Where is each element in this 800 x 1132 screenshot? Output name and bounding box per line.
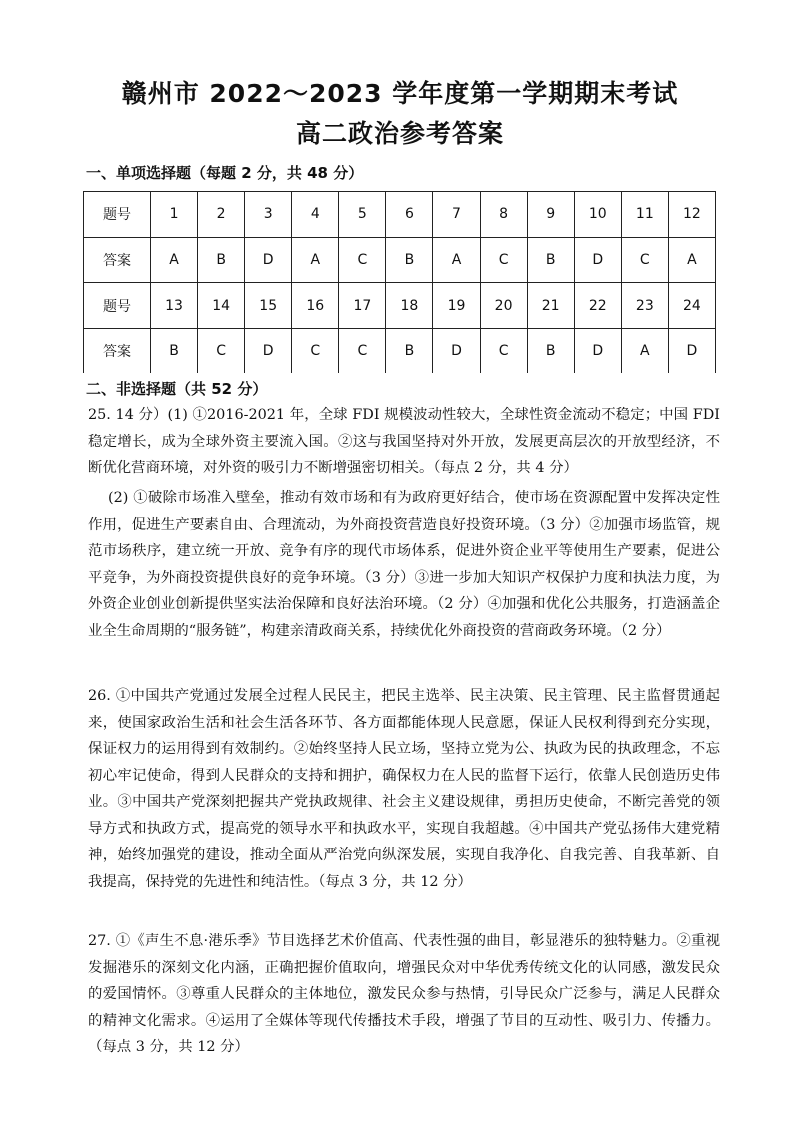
question-number: 23 bbox=[621, 283, 668, 329]
section-heading-free-response: 二、非选择题（共 52 分） bbox=[86, 380, 268, 398]
answer-cell: B bbox=[386, 328, 433, 373]
answer-q25-part2-text: (2) ①破除市场准入壁垒，推动有效市场和有为政府更好结合，使市场在资源配置中发挥决定性作用，促进生产要素自由、合理流动，为外商投资营造良好投资环境。（3 分）②加强市场监管，规范市场秩序，建立统一开放、竞争有序的现代市场体系，促进外资企业平等使用生产要素，促进公平竞争，为外商投资提供良好的竞争环境。（3 分）③进一步加大知识产权保护力度和执法力度，为外资企业创业创新提供坚实法治保障和良好法治环境。（2 分）④加强和优化公共服务，打造涵盖企业全生命周期的“服务链”，构建亲清政商关系，持续优化外商投资的营商政务环境。（2 分） bbox=[88, 490, 720, 639]
answer-cell: B bbox=[386, 237, 433, 283]
question-number: 19 bbox=[433, 283, 480, 329]
answer-cell: C bbox=[339, 328, 386, 373]
answer-cell: A bbox=[433, 237, 480, 283]
answer-cell: D bbox=[668, 328, 715, 373]
answer-cell: D bbox=[574, 237, 621, 283]
table-row bbox=[84, 192, 716, 238]
question-number: 2 bbox=[198, 192, 245, 238]
answer-cell: B bbox=[198, 237, 245, 283]
answer-cell: B bbox=[151, 328, 198, 373]
question-number: 17 bbox=[339, 283, 386, 329]
answer-key-title: 高二政治参考答案 bbox=[295, 119, 504, 148]
answer-cell: C bbox=[480, 237, 527, 283]
question-number: 12 bbox=[668, 192, 715, 238]
answer-cell: B bbox=[527, 328, 574, 373]
table-row bbox=[84, 328, 716, 373]
question-number: 6 bbox=[386, 192, 433, 238]
answer-cell: A bbox=[292, 237, 339, 283]
question-number: 7 bbox=[433, 192, 480, 238]
answer-cell: A bbox=[668, 237, 715, 283]
question-number: 15 bbox=[245, 283, 292, 329]
answer-q27: 27. ①《声生不息·港乐季》节目选择艺术价值高、代表性强的曲目，彰显港乐的独特魅力。②重视发掘港乐的深刻文化内涵，正确把握价值取向，增强民众对中华优秀传统文化的认同感，激发民众的爱国情怀。③尊重人民群众的主体地位，激发民众参与热情，引导民众广泛参与，满足人民群众的精神文化需求。④运用了全媒体等现代传播技术手段，增强了节目的互动性、吸引力、传播力。（每点 3 分，共 12 分） bbox=[88, 933, 720, 1055]
question-number: 11 bbox=[621, 192, 668, 238]
answer-q25-part2 bbox=[88, 485, 720, 644]
answer-cell: A bbox=[151, 237, 198, 283]
answer-cell: C bbox=[621, 237, 668, 283]
row-label: 答案 bbox=[84, 328, 151, 373]
question-number: 8 bbox=[480, 192, 527, 238]
answer-cell: C bbox=[198, 328, 245, 373]
question-number: 9 bbox=[527, 192, 574, 238]
answer-cell: D bbox=[574, 328, 621, 373]
answer-cell: C bbox=[480, 328, 527, 373]
answer-cell: C bbox=[339, 237, 386, 283]
row-label: 题号 bbox=[84, 283, 151, 329]
question-number: 22 bbox=[574, 283, 621, 329]
table-row bbox=[84, 237, 716, 283]
question-number: 24 bbox=[668, 283, 715, 329]
question-number: 10 bbox=[574, 192, 621, 238]
question-number: 4 bbox=[292, 192, 339, 238]
question-number: 1 bbox=[151, 192, 198, 238]
question-number: 14 bbox=[198, 283, 245, 329]
question-number: 21 bbox=[527, 283, 574, 329]
answer-cell: A bbox=[621, 328, 668, 373]
answer-cell: D bbox=[245, 237, 292, 283]
answer-cell: B bbox=[527, 237, 574, 283]
exam-title: 赣州市 2022～2023 学年度第一学期期末考试 bbox=[121, 79, 679, 108]
row-label: 题号 bbox=[84, 192, 151, 238]
table-row bbox=[84, 283, 716, 329]
question-number: 16 bbox=[292, 283, 339, 329]
question-number: 18 bbox=[386, 283, 433, 329]
question-number: 5 bbox=[339, 192, 386, 238]
question-number: 20 bbox=[480, 283, 527, 329]
row-label: 答案 bbox=[84, 237, 151, 283]
answer-cell: D bbox=[245, 328, 292, 373]
answer-q26: 26. ①中国共产党通过发展全过程人民民主，把民主选举、民主决策、民主管理、民主监督贯通起来，使国家政治生活和社会生活各环节、各方面都能体现人民意愿，保证人民权利得到充分实现，保证权力的运用得到有效制约。②始终坚持人民立场，坚持立党为公、执政为民的执政理念，不忘初心牢记使命，得到人民群众的支持和拥护，确保权力在人民的监督下运行，依靠人民创造历史伟业。③中国共产党深刻把握共产党执政规律、社会主义建设规律，勇担历史使命，不断完善党的领导方式和执政方式，提高党的领导水平和执政水平，实现自我超越。④中国共产党弘扬伟大建党精神，始终加强党的建设，推动全面从严治党向纵深发展，实现自我净化、自我完善、自我革新、自我提高，保持党的先进性和纯洁性。（每点 3 分，共 12 分） bbox=[88, 688, 720, 890]
answer-q25-part1: 25. 14 分）(1) ①2016-2021 年，全球 FDI 规模波动性较大，全球性资金流动不稳定；中国 FDI 稳定增长，成为全球外资主要流入国。②这与我国坚持对外开放，发展更高层次的开放型经济，不断优化营商环境，对外资的吸引力不断增强密切相关。（每点 2 分，共 4 分） bbox=[88, 407, 720, 476]
answer-cell: C bbox=[292, 328, 339, 373]
section-heading-multiple-choice: 一、单项选择题（每题 2 分，共 48 分） bbox=[86, 164, 364, 182]
answer-cell: D bbox=[433, 328, 480, 373]
question-number: 13 bbox=[151, 283, 198, 329]
question-number: 3 bbox=[245, 192, 292, 238]
answer-table bbox=[83, 191, 716, 373]
